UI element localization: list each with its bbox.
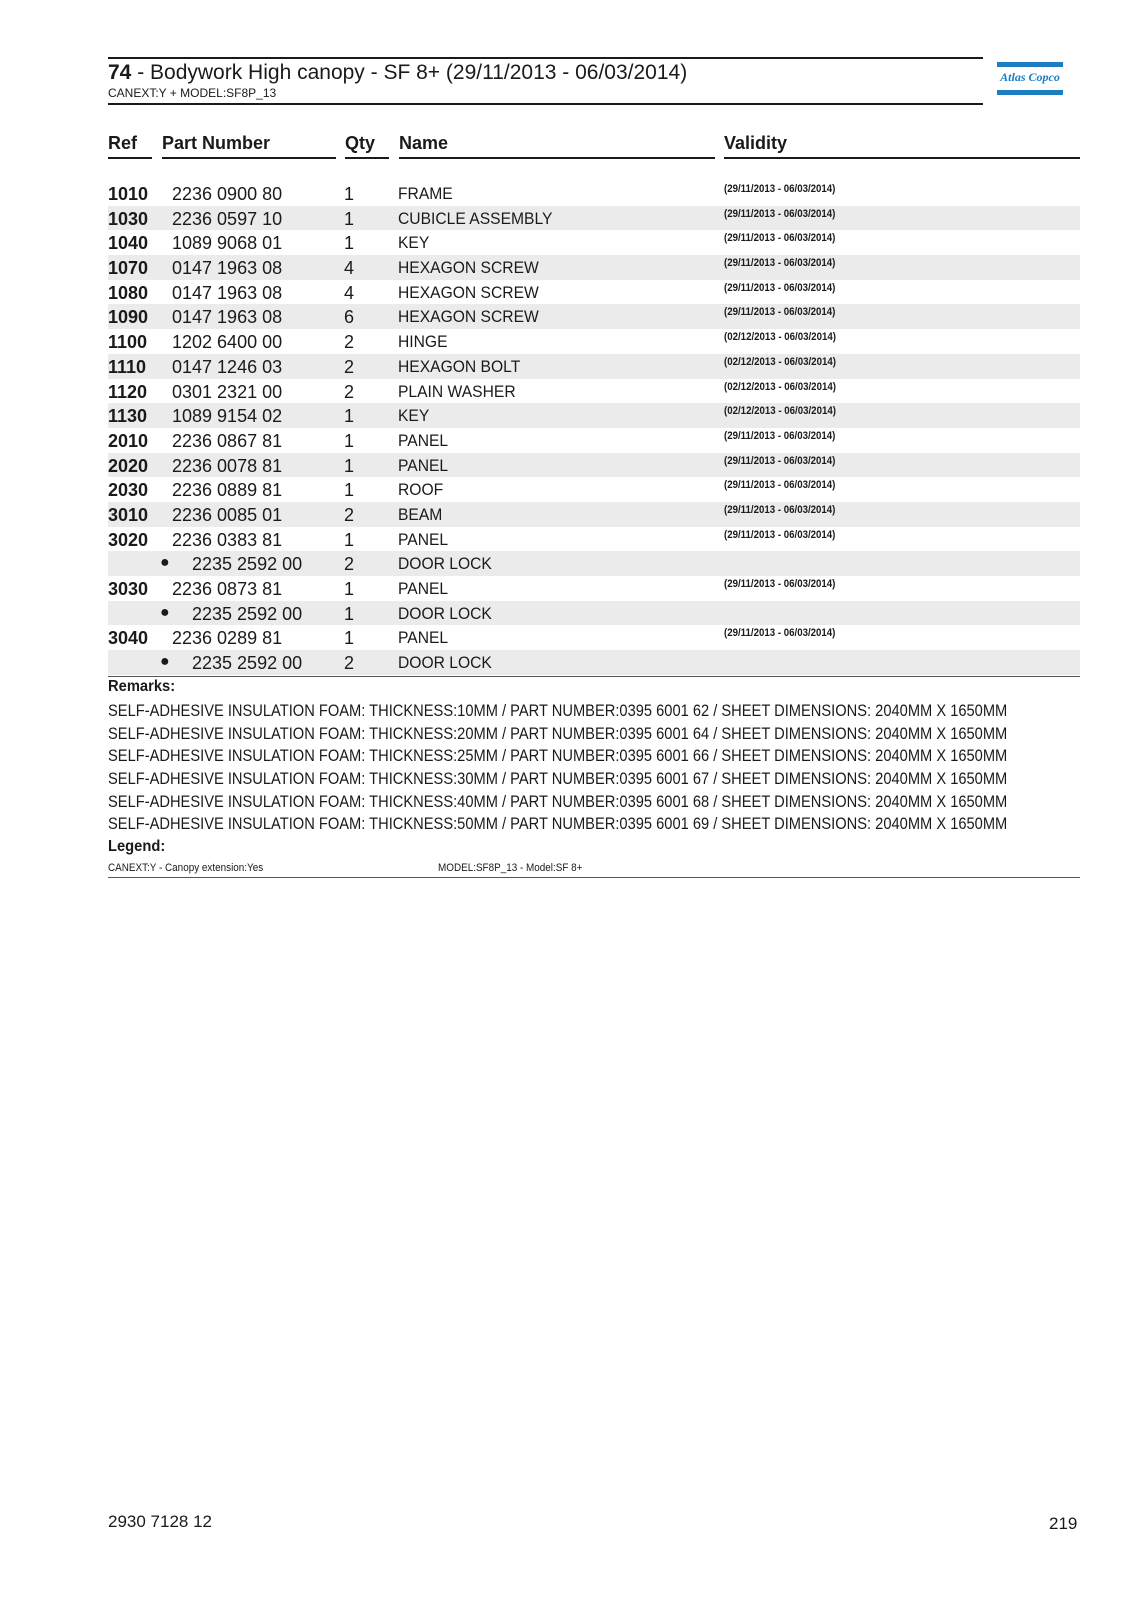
table-row: [108, 379, 1080, 404]
legend-rule: [108, 877, 1080, 878]
part-number-cell: 2236 0289 81: [172, 628, 283, 649]
qty-cell: 2: [344, 653, 355, 674]
page-header: [108, 57, 983, 105]
name-cell: DOOR LOCK: [398, 554, 492, 574]
header-rule: [724, 157, 1080, 159]
name-cell: PANEL: [398, 455, 449, 475]
name-cell: PANEL: [398, 529, 449, 549]
remarks-heading: Remarks:: [108, 678, 176, 695]
validity-cell: (29/11/2013 - 06/03/2014): [724, 578, 836, 590]
ref-cell: 3020: [108, 529, 149, 550]
name-cell: PANEL: [398, 628, 449, 648]
table-row: [108, 181, 1080, 206]
ref-cell: 1110: [108, 356, 147, 377]
table-row: [108, 329, 1080, 354]
remark-line: SELF-ADHESIVE INSULATION FOAM: THICKNESS:40MM / PART NUMBER:0395 6001 68 / SHEET DIMENSIONS: 2040MM X 1650MM: [108, 791, 1008, 811]
part-number-cell: 2236 0867 81: [172, 430, 283, 451]
page-number: 219: [1049, 1514, 1078, 1533]
parts-table: [108, 181, 1080, 675]
qty-cell: 1: [344, 406, 355, 427]
name-cell: HINGE: [398, 332, 448, 352]
part-number-cell: 1089 9068 01: [172, 233, 283, 254]
document-number: 2930 7128 12: [108, 1512, 212, 1531]
validity-cell: (02/12/2013 - 06/03/2014): [724, 355, 836, 368]
name-cell: DOOR LOCK: [398, 653, 492, 673]
table-row: [108, 453, 1080, 478]
col-header-part-number: Part Number: [162, 133, 271, 153]
logo-text: Atlas Copco: [1000, 70, 1060, 84]
col-header-validity: Validity: [724, 133, 788, 153]
table-row: [108, 280, 1080, 305]
part-number-cell: 1202 6400 00: [172, 332, 283, 353]
col-header-name: Name: [399, 133, 449, 153]
table-row: [108, 551, 1080, 576]
table-row: [108, 255, 1080, 280]
name-cell: HEXAGON BOLT: [398, 356, 521, 376]
header-rule: [108, 157, 152, 159]
header-rule: [345, 157, 389, 159]
part-number-cell: 0147 1246 03: [172, 356, 283, 377]
bullet-icon: ●: [160, 603, 170, 621]
part-number-cell: 0147 1963 08: [172, 307, 283, 328]
legend-item: MODEL:SF8P_13 - Model:SF 8+: [438, 862, 583, 874]
ref-cell: 1080: [108, 282, 149, 303]
validity-cell: (29/11/2013 - 06/03/2014): [724, 454, 836, 467]
qty-cell: 1: [344, 480, 355, 501]
qty-cell: 6: [344, 307, 355, 328]
ref-cell: 3040: [108, 628, 149, 649]
logo-bar-bottom: [997, 90, 1063, 95]
ref-cell: 1100: [108, 332, 148, 353]
table-row: [108, 625, 1080, 650]
name-cell: CUBICLE ASSEMBLY: [398, 208, 553, 228]
ref-cell: 2030: [108, 480, 149, 501]
legend-heading: Legend:: [108, 838, 166, 855]
validity-cell: (29/11/2013 - 06/03/2014): [724, 183, 836, 195]
name-cell: HEXAGON SCREW: [398, 258, 539, 278]
qty-cell: 1: [344, 529, 355, 550]
table-row: [108, 230, 1080, 255]
table-row: [108, 477, 1080, 502]
part-number-cell: 1089 9154 02: [172, 406, 283, 427]
remark-line: SELF-ADHESIVE INSULATION FOAM: THICKNESS:50MM / PART NUMBER:0395 6001 69 / SHEET DIMENSIONS: 2040MM X 1650MM: [108, 814, 1008, 834]
name-cell: PANEL: [398, 430, 449, 450]
table-bottom-rule: [108, 676, 1080, 677]
part-number-cell: 0301 2321 00: [172, 381, 283, 402]
name-cell: KEY: [398, 406, 430, 426]
validity-cell: (29/11/2013 - 06/03/2014): [724, 429, 836, 442]
name-cell: FRAME: [398, 184, 453, 203]
part-number-cell: 0147 1963 08: [172, 258, 283, 279]
ref-cell: 1010: [108, 184, 149, 204]
bullet-icon: ●: [160, 554, 170, 572]
ref-cell: 3010: [108, 504, 149, 525]
page-subtitle: CANEXT:Y + MODEL:SF8P_13: [108, 86, 277, 100]
part-number-cell: 2236 0383 81: [172, 529, 283, 550]
part-number-cell: 2235 2592 00: [192, 653, 303, 674]
validity-cell: (29/11/2013 - 06/03/2014): [724, 207, 836, 220]
qty-cell: 1: [344, 579, 355, 599]
validity-cell: (29/11/2013 - 06/03/2014): [724, 306, 836, 319]
name-cell: KEY: [398, 233, 430, 253]
table-row: [108, 576, 1080, 601]
qty-cell: 1: [344, 184, 355, 204]
validity-cell: (02/12/2013 - 06/03/2014): [724, 405, 836, 418]
part-number-cell: 2236 0078 81: [172, 455, 283, 476]
validity-cell: (02/12/2013 - 06/03/2014): [724, 331, 836, 344]
name-cell: PANEL: [398, 579, 449, 598]
name-cell: HEXAGON SCREW: [398, 282, 539, 302]
header-rule: [162, 157, 336, 159]
ref-cell: 3030: [108, 579, 149, 599]
brand-logo: [997, 62, 1063, 96]
qty-cell: 2: [344, 554, 355, 575]
ref-cell: 2020: [108, 455, 149, 476]
remark-line: SELF-ADHESIVE INSULATION FOAM: THICKNESS:10MM / PART NUMBER:0395 6001 62 / SHEET DIMENSIONS: 2040MM X 1650MM: [108, 701, 1008, 720]
qty-cell: 2: [344, 356, 355, 377]
qty-cell: 1: [344, 233, 355, 254]
page-title: [108, 61, 687, 85]
validity-cell: (29/11/2013 - 06/03/2014): [724, 627, 836, 640]
validity-cell: (29/11/2013 - 06/03/2014): [724, 503, 836, 516]
part-number-cell: 2236 0889 81: [172, 480, 283, 501]
qty-cell: 1: [344, 628, 355, 649]
remark-line: SELF-ADHESIVE INSULATION FOAM: THICKNESS:20MM / PART NUMBER:0395 6001 64 / SHEET DIMENSIONS: 2040MM X 1650MM: [108, 723, 1008, 743]
part-number-cell: 2235 2592 00: [192, 603, 303, 624]
qty-cell: 1: [344, 603, 355, 624]
table-row: [108, 403, 1080, 428]
section-number: 74: [108, 61, 132, 84]
table-row: [108, 206, 1080, 231]
name-cell: HEXAGON SCREW: [398, 307, 539, 327]
qty-cell: 2: [344, 504, 355, 525]
validity-cell: (29/11/2013 - 06/03/2014): [724, 232, 836, 245]
name-cell: BEAM: [398, 504, 443, 524]
table-row: [108, 304, 1080, 329]
validity-cell: (29/11/2013 - 06/03/2014): [724, 528, 836, 541]
remark-line: SELF-ADHESIVE INSULATION FOAM: THICKNESS:30MM / PART NUMBER:0395 6001 67 / SHEET DIMENSIONS: 2040MM X 1650MM: [108, 769, 1008, 789]
ref-cell: 2010: [108, 430, 149, 451]
table-row: [108, 650, 1080, 675]
qty-cell: 1: [344, 430, 355, 451]
table-row: [108, 502, 1080, 527]
name-cell: DOOR LOCK: [398, 603, 492, 623]
legend-item: CANEXT:Y - Canopy extension:Yes: [108, 862, 264, 874]
ref-cell: 1090: [108, 307, 149, 328]
validity-cell: (29/11/2013 - 06/03/2014): [724, 281, 836, 294]
ref-cell: 1040: [108, 233, 149, 254]
table-row: [108, 527, 1080, 552]
part-number-cell: 2236 0873 81: [172, 579, 283, 599]
col-header-ref: Ref: [108, 133, 138, 153]
table-row: [108, 428, 1080, 453]
qty-cell: 2: [344, 381, 355, 402]
table-row: [108, 601, 1080, 626]
qty-cell: 2: [344, 332, 355, 353]
header-rule: [399, 157, 715, 159]
qty-cell: 4: [344, 258, 355, 279]
col-header-qty: Qty: [345, 133, 376, 153]
logo-bar-top: [997, 62, 1063, 67]
part-number-cell: 2236 0597 10: [172, 208, 283, 229]
validity-cell: (29/11/2013 - 06/03/2014): [724, 257, 836, 270]
qty-cell: 1: [344, 455, 355, 476]
ref-cell: 1120: [108, 381, 148, 402]
validity-cell: (02/12/2013 - 06/03/2014): [724, 380, 836, 393]
remark-line: SELF-ADHESIVE INSULATION FOAM: THICKNESS:25MM / PART NUMBER:0395 6001 66 / SHEET DIMENSIONS: 2040MM X 1650MM: [108, 746, 1008, 766]
name-cell: ROOF: [398, 480, 444, 500]
section-title: - Bodywork High canopy - SF 8+ (29/11/2013 - 06/03/2014): [131, 61, 688, 84]
table-row: [108, 354, 1080, 379]
part-number-cell: 2235 2592 00: [192, 554, 303, 575]
part-number-cell: 2236 0085 01: [172, 504, 283, 525]
qty-cell: 4: [344, 282, 355, 303]
ref-cell: 1070: [108, 258, 149, 279]
name-cell: PLAIN WASHER: [398, 381, 516, 401]
qty-cell: 1: [344, 208, 355, 229]
part-number-cell: 0147 1963 08: [172, 282, 283, 303]
validity-cell: (29/11/2013 - 06/03/2014): [724, 479, 836, 492]
remarks-list: [108, 701, 1131, 837]
ref-cell: 1130: [108, 406, 148, 427]
part-number-cell: 2236 0900 80: [172, 184, 283, 204]
ref-cell: 1030: [108, 208, 149, 229]
bullet-icon: ●: [160, 653, 170, 671]
